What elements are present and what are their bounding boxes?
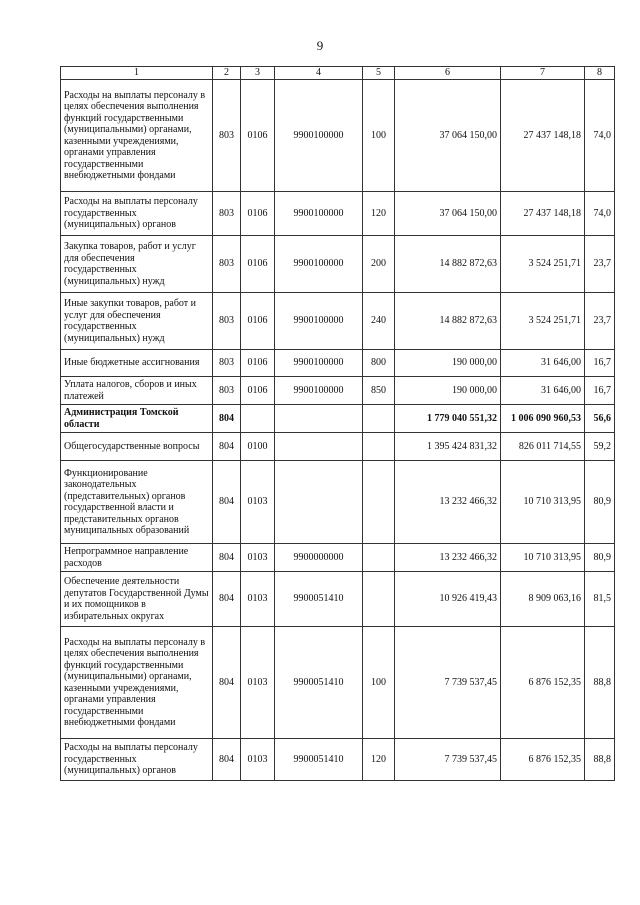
cell-code-section <box>241 405 275 433</box>
header-cell: 7 <box>501 67 585 80</box>
header-cell: 6 <box>395 67 501 80</box>
cell-code-target: 9900100000 <box>275 80 363 192</box>
cell-name: Функционирование законодательных (представительных) органов государственной власти и представительных органов муниципальных образований <box>61 461 213 544</box>
cell-actual-amount: 8 909 063,16 <box>501 572 585 627</box>
cell-plan-amount: 1 779 040 551,32 <box>395 405 501 433</box>
cell-code-section: 0106 <box>241 377 275 405</box>
cell-actual-amount: 1 006 090 960,53 <box>501 405 585 433</box>
cell-plan-amount: 13 232 466,32 <box>395 544 501 572</box>
table-row <box>61 461 615 544</box>
cell-percent: 16,7 <box>585 350 615 377</box>
cell-code-type: 800 <box>363 350 395 377</box>
cell-percent: 23,7 <box>585 236 615 293</box>
cell-code-section: 0103 <box>241 461 275 544</box>
cell-code-admin: 803 <box>213 236 241 293</box>
table-row <box>61 236 615 293</box>
cell-name: Иные закупки товаров, работ и услуг для обеспечения государственных (муниципальных) нужд <box>61 293 213 350</box>
cell-code-type: 850 <box>363 377 395 405</box>
cell-name: Расходы на выплаты персоналу государственных (муниципальных) органов <box>61 739 213 781</box>
cell-code-target: 9900051410 <box>275 572 363 627</box>
table-row <box>61 80 615 192</box>
cell-plan-amount: 1 395 424 831,32 <box>395 433 501 461</box>
cell-percent: 56,6 <box>585 405 615 433</box>
cell-code-type <box>363 405 395 433</box>
table-row <box>61 405 615 433</box>
cell-code-type: 120 <box>363 192 395 236</box>
cell-percent: 88,8 <box>585 739 615 781</box>
cell-actual-amount: 6 876 152,35 <box>501 739 585 781</box>
cell-code-target: 9900000000 <box>275 544 363 572</box>
table-row <box>61 627 615 739</box>
cell-name: Расходы на выплаты персоналу в целях обеспечения выполнения функций государственными (муниципальными) органами, казенными учреждениями, органами управления государственными внебюджетными фондами <box>61 627 213 739</box>
cell-code-section: 0103 <box>241 739 275 781</box>
table-row <box>61 350 615 377</box>
cell-code-type: 240 <box>363 293 395 350</box>
cell-actual-amount: 31 646,00 <box>501 377 585 405</box>
cell-actual-amount: 10 710 313,95 <box>501 544 585 572</box>
cell-code-admin: 804 <box>213 572 241 627</box>
cell-plan-amount: 7 739 537,45 <box>395 739 501 781</box>
cell-plan-amount: 7 739 537,45 <box>395 627 501 739</box>
cell-code-type <box>363 572 395 627</box>
cell-code-admin: 803 <box>213 80 241 192</box>
cell-name: Иные бюджетные ассигнования <box>61 350 213 377</box>
page-number: 9 <box>316 38 324 53</box>
table-row <box>61 192 615 236</box>
cell-code-section: 0106 <box>241 80 275 192</box>
table-row <box>61 433 615 461</box>
cell-actual-amount: 6 876 152,35 <box>501 627 585 739</box>
cell-actual-amount: 31 646,00 <box>501 350 585 377</box>
header-cell: 4 <box>275 67 363 80</box>
cell-code-section: 0103 <box>241 544 275 572</box>
cell-plan-amount: 13 232 466,32 <box>395 461 501 544</box>
header-cell: 8 <box>585 67 615 80</box>
cell-code-type <box>363 544 395 572</box>
cell-name: Администрация Томской области <box>61 405 213 433</box>
cell-name: Общегосударственные вопросы <box>61 433 213 461</box>
cell-code-admin: 803 <box>213 192 241 236</box>
cell-code-type: 120 <box>363 739 395 781</box>
cell-code-admin: 804 <box>213 544 241 572</box>
cell-code-target <box>275 405 363 433</box>
cell-name: Обеспечение деятельности депутатов Государственной Думы и их помощников в избирательных округах <box>61 572 213 627</box>
cell-percent: 88,8 <box>585 627 615 739</box>
cell-percent: 59,2 <box>585 433 615 461</box>
cell-code-type <box>363 433 395 461</box>
cell-plan-amount: 14 882 872,63 <box>395 293 501 350</box>
cell-name: Расходы на выплаты персоналу государственных (муниципальных) органов <box>61 192 213 236</box>
table-row <box>61 377 615 405</box>
cell-code-type <box>363 461 395 544</box>
cell-actual-amount: 27 437 148,18 <box>501 192 585 236</box>
cell-code-admin: 804 <box>213 433 241 461</box>
cell-plan-amount: 14 882 872,63 <box>395 236 501 293</box>
budget-table <box>60 66 615 781</box>
cell-name: Расходы на выплаты персоналу в целях обеспечения выполнения функций государственными (муниципальными) органами, казенными учреждениями, органами управления государственными внебюджетными фондами <box>61 80 213 192</box>
cell-code-admin: 804 <box>213 739 241 781</box>
header-cell: 3 <box>241 67 275 80</box>
cell-code-admin: 804 <box>213 405 241 433</box>
cell-code-section: 0103 <box>241 627 275 739</box>
cell-code-target: 9900051410 <box>275 627 363 739</box>
cell-plan-amount: 190 000,00 <box>395 377 501 405</box>
cell-code-type: 100 <box>363 80 395 192</box>
cell-code-target <box>275 461 363 544</box>
cell-actual-amount: 10 710 313,95 <box>501 461 585 544</box>
cell-code-admin: 804 <box>213 627 241 739</box>
cell-percent: 74,0 <box>585 192 615 236</box>
cell-code-section: 0103 <box>241 572 275 627</box>
table-header-row <box>61 67 615 80</box>
cell-code-target <box>275 433 363 461</box>
cell-code-section: 0106 <box>241 236 275 293</box>
cell-code-target: 9900051410 <box>275 739 363 781</box>
cell-name: Уплата налогов, сборов и иных платежей <box>61 377 213 405</box>
table-row <box>61 544 615 572</box>
cell-code-type: 100 <box>363 627 395 739</box>
cell-code-target: 9900100000 <box>275 377 363 405</box>
cell-code-section: 0106 <box>241 350 275 377</box>
table-row <box>61 739 615 781</box>
cell-code-admin: 804 <box>213 461 241 544</box>
cell-plan-amount: 37 064 150,00 <box>395 192 501 236</box>
cell-plan-amount: 10 926 419,43 <box>395 572 501 627</box>
cell-code-target: 9900100000 <box>275 192 363 236</box>
cell-code-type: 200 <box>363 236 395 293</box>
cell-percent: 16,7 <box>585 377 615 405</box>
header-cell: 2 <box>213 67 241 80</box>
cell-code-target: 9900100000 <box>275 293 363 350</box>
cell-code-target: 9900100000 <box>275 236 363 293</box>
cell-actual-amount: 3 524 251,71 <box>501 236 585 293</box>
cell-percent: 81,5 <box>585 572 615 627</box>
table-row <box>61 572 615 627</box>
cell-actual-amount: 826 011 714,55 <box>501 433 585 461</box>
cell-percent: 74,0 <box>585 80 615 192</box>
cell-actual-amount: 3 524 251,71 <box>501 293 585 350</box>
cell-percent: 80,9 <box>585 461 615 544</box>
cell-actual-amount: 27 437 148,18 <box>501 80 585 192</box>
cell-code-admin: 803 <box>213 377 241 405</box>
cell-plan-amount: 190 000,00 <box>395 350 501 377</box>
cell-code-section: 0106 <box>241 293 275 350</box>
cell-percent: 80,9 <box>585 544 615 572</box>
cell-code-section: 0100 <box>241 433 275 461</box>
table-row <box>61 293 615 350</box>
cell-name: Закупка товаров, работ и услуг для обеспечения государственных (муниципальных) нужд <box>61 236 213 293</box>
cell-code-admin: 803 <box>213 293 241 350</box>
cell-code-target: 9900100000 <box>275 350 363 377</box>
header-cell: 1 <box>61 67 213 80</box>
header-cell: 5 <box>363 67 395 80</box>
cell-plan-amount: 37 064 150,00 <box>395 80 501 192</box>
cell-name: Непрограммное направление расходов <box>61 544 213 572</box>
cell-code-section: 0106 <box>241 192 275 236</box>
cell-percent: 23,7 <box>585 293 615 350</box>
cell-code-admin: 803 <box>213 350 241 377</box>
